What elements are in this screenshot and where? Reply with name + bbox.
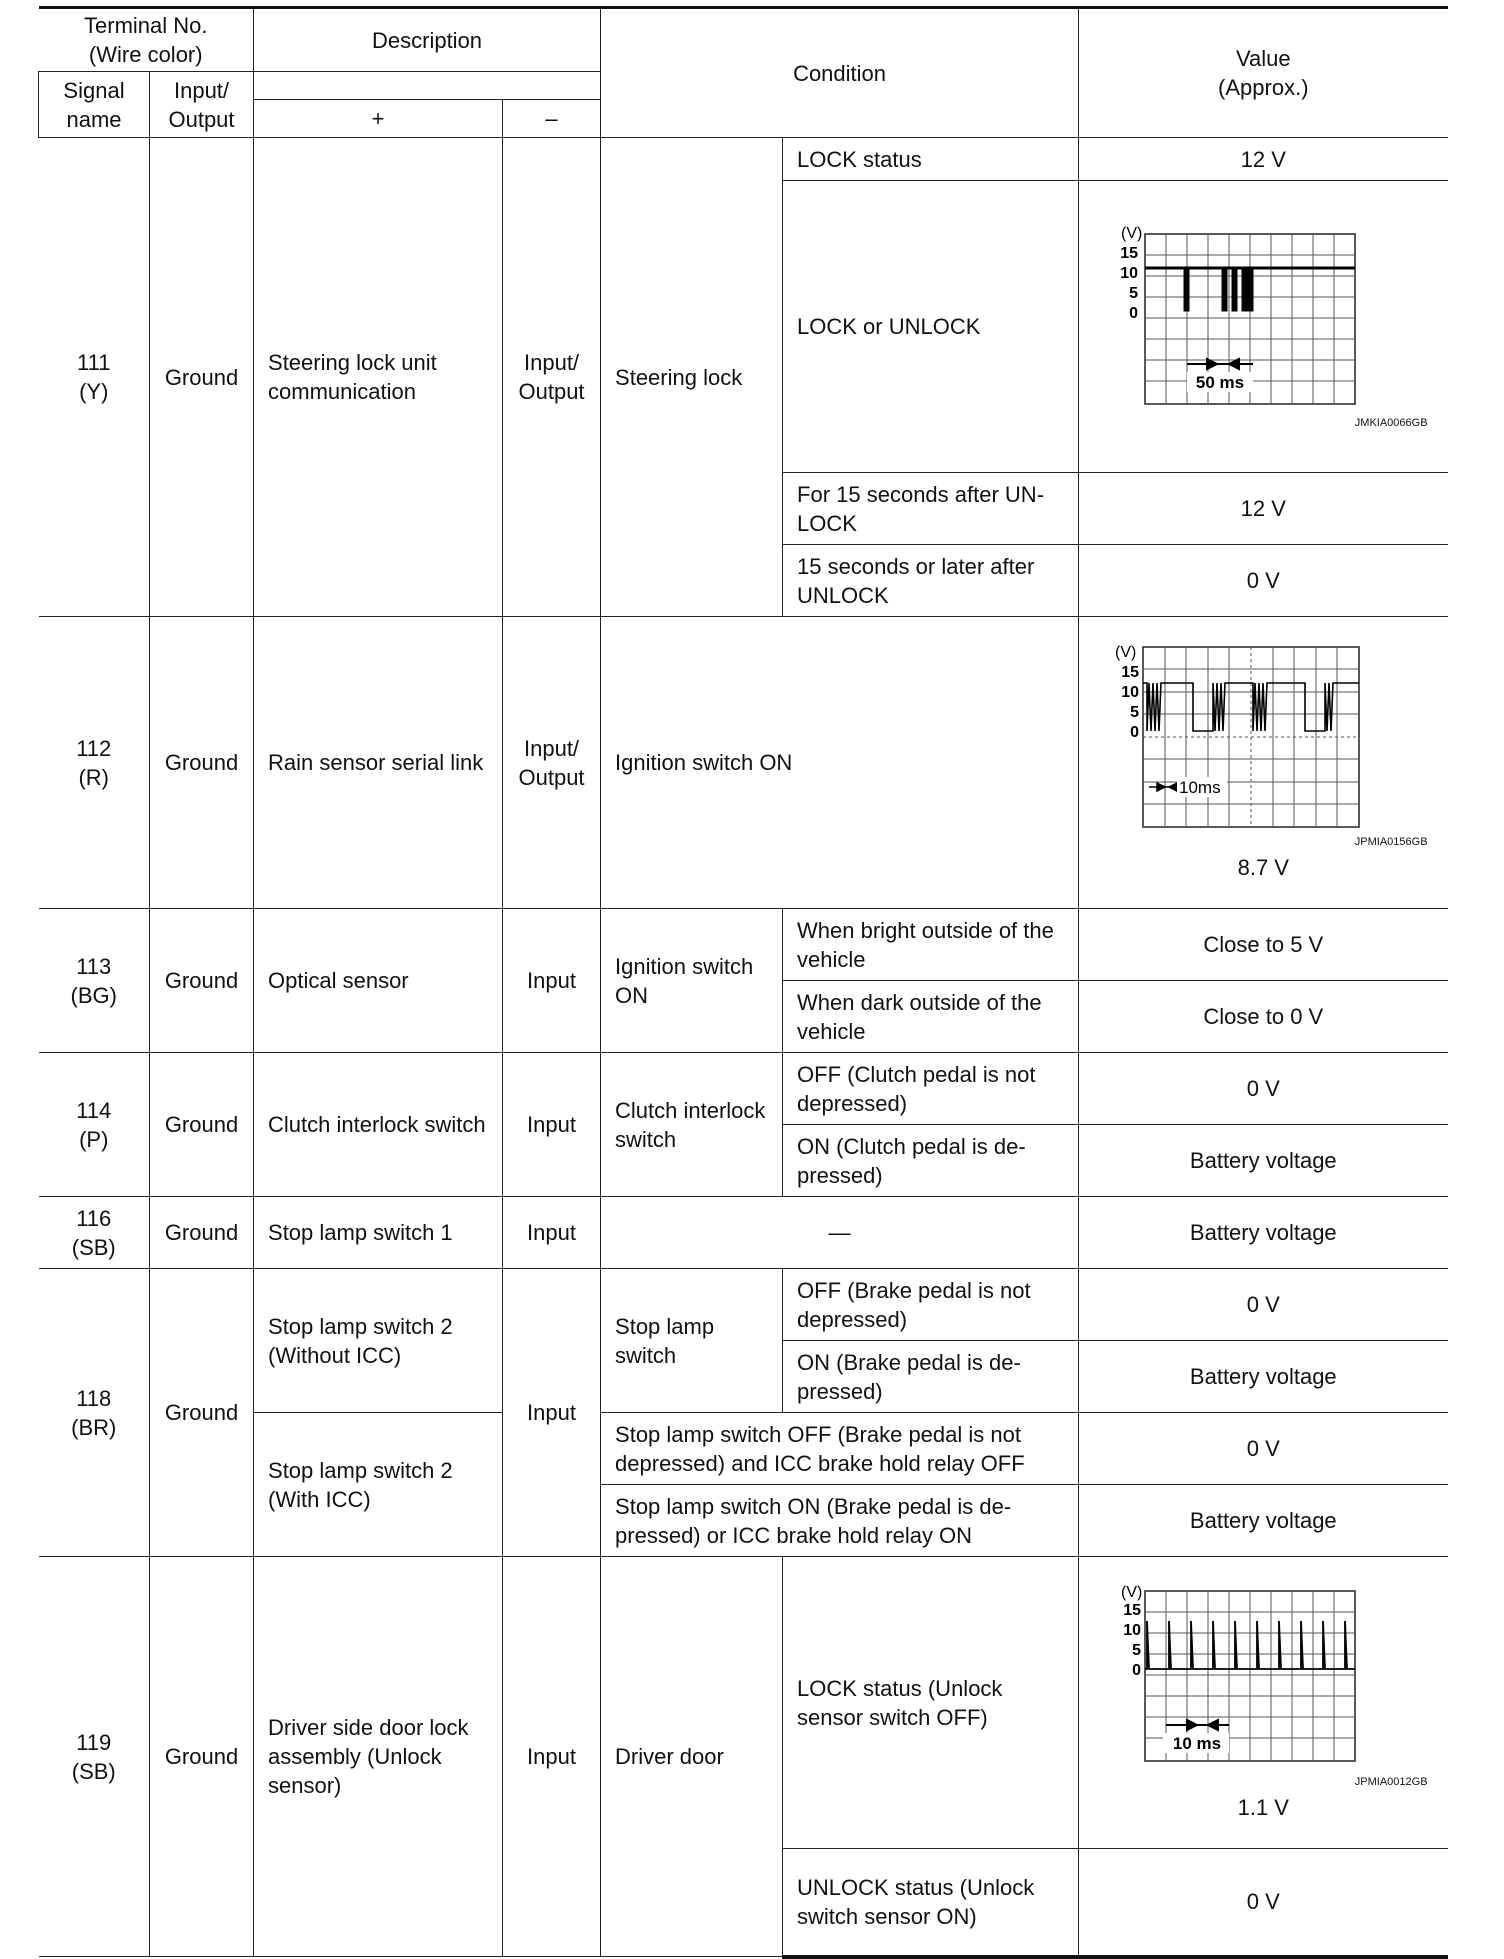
wf111-code: JMKIA0066GB bbox=[1354, 416, 1428, 429]
io-118: Input bbox=[503, 1269, 601, 1557]
subcond-111-3: For 15 seconds after UN-LOCK bbox=[783, 473, 1079, 545]
signal-118-b: Stop lamp switch 2 (With ICC) bbox=[254, 1413, 503, 1557]
wf119-time-marker bbox=[1166, 1720, 1229, 1730]
wf119-tick-15: 15 bbox=[1123, 1602, 1142, 1619]
value-118-2: Battery voltage bbox=[1079, 1341, 1448, 1413]
signal-116: Stop lamp switch 1 bbox=[254, 1197, 503, 1269]
subcond-119-1: LOCK status (Unlock sensor switch OFF) bbox=[783, 1557, 1079, 1849]
ground-113: Ground bbox=[150, 909, 254, 1053]
value-112 bbox=[1079, 617, 1448, 909]
signal-114: Clutch interlock switch bbox=[254, 1053, 503, 1197]
subcond-113-2: When dark outside of the vehicle bbox=[783, 981, 1079, 1053]
header-condition: Condition bbox=[601, 8, 1079, 138]
wf119-tick-0: 0 bbox=[1132, 1662, 1142, 1679]
wf112-tick-10: 10 bbox=[1121, 684, 1140, 701]
wf119-y-unit: (V) bbox=[1121, 1584, 1143, 1601]
subcond-114-1: OFF (Clutch pedal is not depressed) bbox=[783, 1053, 1079, 1125]
subcond-111-4: 15 seconds or later after UNLOCK bbox=[783, 545, 1079, 617]
io-119: Input bbox=[503, 1557, 601, 1957]
header-description: Description bbox=[254, 8, 601, 72]
subcond-119-2: UNLOCK status (Unlock switch sensor ON) bbox=[783, 1849, 1079, 1957]
value-113-1: Close to 5 V bbox=[1079, 909, 1448, 981]
header-plus: + bbox=[254, 100, 503, 138]
terminal-112: 112 (R) bbox=[39, 617, 150, 909]
value-119-1-text: 1.1 V bbox=[1237, 1795, 1289, 1820]
wf112-tick-15: 15 bbox=[1121, 664, 1140, 681]
terminal-118: 118 (BR) bbox=[39, 1269, 150, 1557]
wf111-y-unit: (V) bbox=[1121, 224, 1143, 242]
condition-119: Driver door bbox=[601, 1557, 783, 1957]
header-signal-name: Signal name bbox=[39, 72, 150, 138]
signal-118-a: Stop lamp switch 2 (Without ICC) bbox=[254, 1269, 503, 1413]
header-input-output: Input/ Output bbox=[150, 72, 254, 138]
value-118-4: Battery voltage bbox=[1079, 1485, 1448, 1557]
waveform-119-chart bbox=[1113, 1583, 1413, 1779]
wf119-tick-10: 10 bbox=[1123, 1622, 1142, 1639]
value-111-2 bbox=[1079, 181, 1448, 473]
signal-112: Rain sensor serial link bbox=[254, 617, 503, 909]
ground-119: Ground bbox=[150, 1557, 254, 1957]
wf119-time-label: 10 ms bbox=[1173, 1734, 1222, 1753]
ground-111: Ground bbox=[150, 138, 254, 617]
header-minus: – bbox=[503, 100, 601, 138]
value-114-2: Battery voltage bbox=[1079, 1125, 1448, 1197]
header-value: Value (Approx.) bbox=[1079, 8, 1448, 138]
waveform-111-chart bbox=[1113, 224, 1413, 420]
condition-114: Clutch interlock switch bbox=[601, 1053, 783, 1197]
condition-112: Ignition switch ON bbox=[601, 617, 1079, 909]
io-116: Input bbox=[503, 1197, 601, 1269]
value-111-1: 12 V bbox=[1079, 138, 1448, 181]
value-118-3: 0 V bbox=[1079, 1413, 1448, 1485]
waveform-112-chart bbox=[1113, 643, 1413, 839]
ground-118: Ground bbox=[150, 1269, 254, 1557]
ground-112: Ground bbox=[150, 617, 254, 909]
wf112-y-unit: (V) bbox=[1115, 644, 1137, 661]
header-terminal: Terminal No. (Wire color) bbox=[39, 8, 254, 72]
condition-116: — bbox=[601, 1197, 1079, 1269]
value-113-2: Close to 0 V bbox=[1079, 981, 1448, 1053]
terminal-113: 113 (BG) bbox=[39, 909, 150, 1053]
subcond-114-2: ON (Clutch pedal is de-pressed) bbox=[783, 1125, 1079, 1197]
io-113: Input bbox=[503, 909, 601, 1053]
wf119-code: JPMIA0012GB bbox=[1354, 1776, 1428, 1788]
subcond-113-1: When bright outside of the vehicle bbox=[783, 909, 1079, 981]
value-111-4: 0 V bbox=[1079, 545, 1448, 617]
io-111: Input/ Output bbox=[503, 138, 601, 617]
wf112-time-label: 10ms bbox=[1179, 778, 1221, 797]
ground-116: Ground bbox=[150, 1197, 254, 1269]
wf111-time-label: 50 ms bbox=[1196, 372, 1245, 392]
wf111-tick-5: 5 bbox=[1129, 284, 1139, 302]
signal-111: Steering lock unit communication bbox=[254, 138, 503, 617]
terminal-111: 111 (Y) bbox=[39, 138, 150, 617]
ground-114: Ground bbox=[150, 1053, 254, 1197]
subcond-118-3: Stop lamp switch OFF (Brake pedal is not depressed) and ICC brake hold relay OFF bbox=[601, 1413, 1079, 1485]
terminal-114: 114 (P) bbox=[39, 1053, 150, 1197]
wf112-grid bbox=[1143, 647, 1359, 827]
terminal-table bbox=[38, 6, 1448, 1959]
wf119-tick-5: 5 bbox=[1132, 1642, 1142, 1659]
subcond-118-1: OFF (Brake pedal is not depressed) bbox=[783, 1269, 1079, 1341]
wf111-trace bbox=[1145, 268, 1355, 310]
signal-119: Driver side door lock assembly (Unlock sensor) bbox=[254, 1557, 503, 1957]
signal-113: Optical sensor bbox=[254, 909, 503, 1053]
value-111-3: 12 V bbox=[1079, 473, 1448, 545]
wf111-tick-10: 10 bbox=[1120, 264, 1139, 282]
subcond-111-2: LOCK or UNLOCK bbox=[783, 181, 1079, 473]
subcond-118-4: Stop lamp switch ON (Brake pedal is de-pressed) or ICC brake hold relay ON bbox=[601, 1485, 1079, 1557]
value-119-1 bbox=[1079, 1557, 1448, 1849]
io-114: Input bbox=[503, 1053, 601, 1197]
wf112-tick-5: 5 bbox=[1130, 704, 1140, 721]
value-112-text: 8.7 V bbox=[1237, 855, 1289, 880]
condition-113: Ignition switch ON bbox=[601, 909, 783, 1053]
value-118-1: 0 V bbox=[1079, 1269, 1448, 1341]
condition-111: Steering lock bbox=[601, 138, 783, 617]
io-112: Input/ Output bbox=[503, 617, 601, 909]
subcond-118-2: ON (Brake pedal is de-pressed) bbox=[783, 1341, 1079, 1413]
value-119-2: 0 V bbox=[1079, 1849, 1448, 1957]
condition-118-a: Stop lamp switch bbox=[601, 1269, 783, 1413]
wf111-tick-15: 15 bbox=[1120, 244, 1139, 262]
value-116: Battery voltage bbox=[1079, 1197, 1448, 1269]
subcond-111-1: LOCK status bbox=[783, 138, 1079, 181]
value-114-1: 0 V bbox=[1079, 1053, 1448, 1125]
wf112-code: JPMIA0156GB bbox=[1354, 836, 1428, 848]
terminal-119: 119 (SB) bbox=[39, 1557, 150, 1957]
terminal-116: 116 (SB) bbox=[39, 1197, 150, 1269]
wf112-tick-0: 0 bbox=[1130, 724, 1140, 741]
wf111-tick-0: 0 bbox=[1129, 304, 1139, 322]
